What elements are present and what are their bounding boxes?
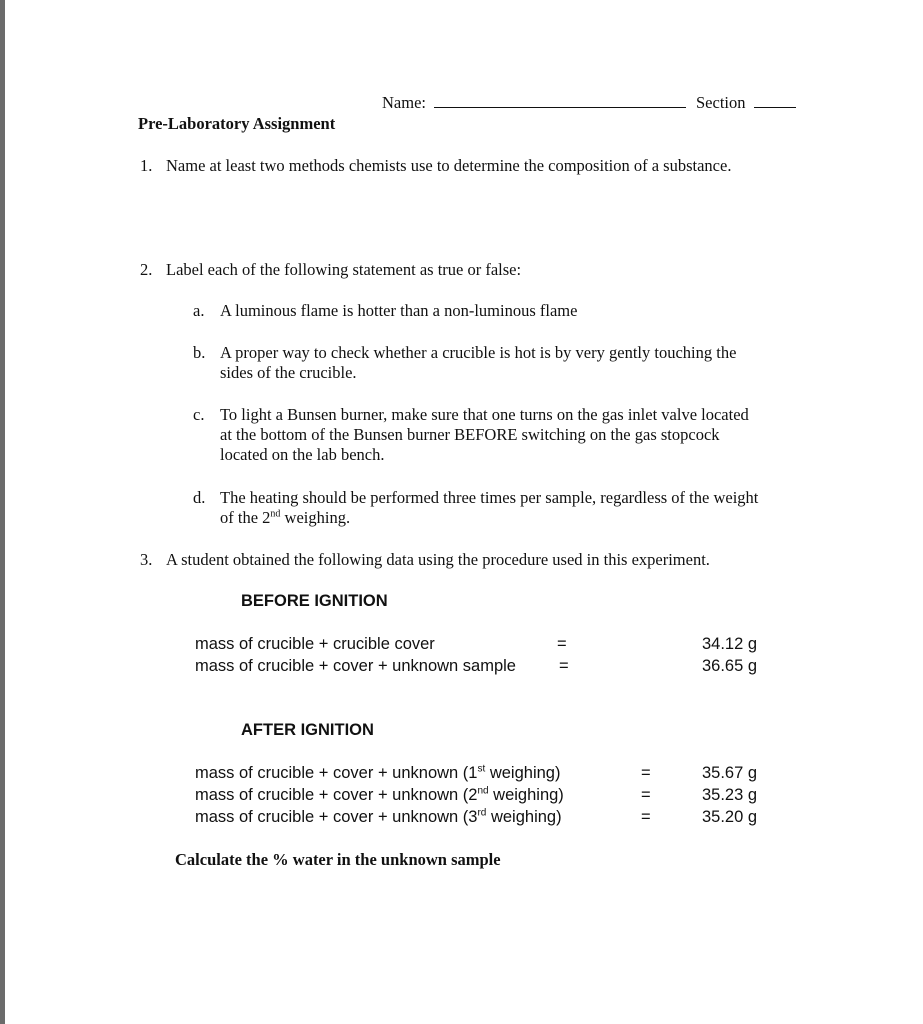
after-row-1-post: weighing) [485, 764, 561, 782]
before-row-1-label: mass of crucible + crucible cover [195, 635, 435, 653]
after-row-3-label [195, 808, 562, 827]
after-row-1-eq: = [641, 764, 651, 782]
before-row-2-value: 36.65 g [702, 657, 758, 675]
section-blank[interactable] [754, 93, 796, 108]
page-title: Pre-Laboratory Assignment [138, 114, 336, 133]
q2d-letter: d. [193, 488, 206, 507]
after-row-2-post: weighing) [488, 786, 564, 804]
after-ignition-heading: AFTER IGNITION [241, 721, 374, 739]
after-row-1-sup: st [477, 763, 486, 775]
after-row-3-pre: mass of crucible + cover + unknown (3 [195, 808, 478, 826]
after-row-1-pre: mass of crucible + cover + unknown (1 [195, 764, 478, 782]
after-row-3-sup: rd [477, 807, 487, 819]
q2-text: Label each of the following statement as true or false: [166, 260, 522, 279]
after-row-1-label [195, 764, 560, 783]
q2c-letter: c. [193, 405, 205, 424]
calculation-prompt: Calculate the % water in the unknown sample [175, 850, 501, 869]
q2a-letter: a. [193, 301, 205, 320]
name-line [382, 93, 686, 113]
q1-number: 1. [140, 156, 153, 175]
before-row-2-label: mass of crucible + cover + unknown sample [195, 657, 516, 675]
q2d-text [220, 488, 758, 528]
q3-text: A student obtained the following data using the procedure used in this experiment. [166, 550, 710, 569]
after-row-3-post: weighing) [486, 808, 562, 826]
after-row-2-pre: mass of crucible + cover + unknown (2 [195, 786, 478, 804]
after-row-2-label [195, 786, 564, 805]
section-line [696, 93, 796, 113]
after-row-3-value: 35.20 g [702, 808, 758, 826]
q2b-line2: sides of the crucible. [220, 363, 357, 382]
q2c-line3: located on the lab bench. [220, 445, 385, 464]
q2d-line2 [220, 508, 758, 528]
q2c-text [220, 405, 749, 465]
q2d-line2-pre: of the 2 [220, 508, 271, 527]
q2b-text [220, 343, 736, 383]
q2-number: 2. [140, 260, 153, 279]
after-row-2-eq: = [641, 786, 651, 804]
q2d-line2-sup: nd [270, 508, 281, 520]
q1-text: Name at least two methods chemists use to determine the composition of a substance. [166, 156, 732, 175]
before-ignition-heading: BEFORE IGNITION [241, 592, 388, 610]
q2a-text: A luminous flame is hotter than a non-luminous flame [220, 301, 578, 320]
after-row-2-sup: nd [477, 785, 489, 797]
name-blank[interactable] [434, 93, 686, 108]
q2d-line2-post: weighing. [280, 508, 351, 527]
q2d-line1: The heating should be performed three times per sample, regardless of the weight [220, 488, 759, 507]
name-label: Name: [382, 93, 426, 112]
section-label: Section [696, 93, 746, 112]
q3-number: 3. [140, 550, 153, 569]
after-row-1-value: 35.67 g [702, 764, 758, 782]
before-row-1-eq: = [557, 635, 567, 653]
before-row-1-value: 34.12 g [702, 635, 758, 653]
q2b-line1: A proper way to check whether a crucible is hot is by very gently touching the [220, 343, 737, 362]
q2c-line2: at the bottom of the Bunsen burner BEFORE switching on the gas stopcock [220, 425, 720, 444]
q2b-letter: b. [193, 343, 206, 362]
q2c-line1: To light a Bunsen burner, make sure that one turns on the gas inlet valve located [220, 405, 749, 424]
before-row-2-eq: = [559, 657, 569, 675]
after-row-3-eq: = [641, 808, 651, 826]
after-row-2-value: 35.23 g [702, 786, 758, 804]
page-left-border [0, 0, 5, 1024]
